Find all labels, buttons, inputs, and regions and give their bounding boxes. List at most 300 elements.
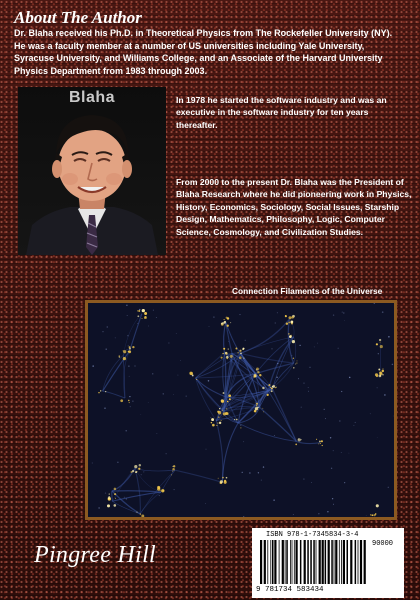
background-star [311, 482, 312, 483]
filament [175, 470, 222, 482]
galaxy-cluster [286, 322, 288, 324]
background-star [206, 449, 207, 450]
filament [222, 423, 238, 482]
background-star [366, 515, 367, 516]
background-star [124, 497, 125, 498]
background-star [249, 472, 250, 473]
galaxy-cluster [292, 340, 295, 343]
galaxy-cluster [109, 494, 110, 495]
filament [241, 353, 294, 363]
filament [112, 492, 161, 501]
galaxy-cluster [137, 315, 139, 317]
galaxy-cluster [272, 385, 275, 388]
galaxy-cluster [293, 358, 294, 359]
galaxy-cluster [382, 374, 384, 376]
galaxy-cluster [227, 325, 229, 327]
galaxy-cluster [267, 394, 269, 396]
background-star [173, 394, 174, 395]
galaxy-cluster [108, 496, 111, 499]
galaxy-cluster [135, 471, 137, 473]
background-star [115, 338, 116, 339]
galaxy-cluster [132, 346, 134, 348]
background-star [141, 474, 142, 475]
background-star [274, 435, 275, 436]
background-star [132, 400, 134, 402]
background-star [314, 347, 315, 348]
background-star [98, 507, 99, 508]
background-star [245, 340, 246, 341]
galaxy-cluster [242, 348, 244, 350]
background-star [126, 498, 127, 499]
background-star [209, 326, 210, 327]
barcode-bar [347, 540, 349, 584]
background-star [128, 365, 129, 366]
background-star [331, 468, 332, 469]
galaxy-cluster [100, 390, 101, 391]
background-star [176, 333, 177, 334]
galaxy-cluster [142, 309, 145, 312]
barcode-bar [260, 540, 262, 584]
background-star [127, 315, 128, 316]
galaxy-cluster [285, 315, 287, 317]
background-star [104, 408, 105, 409]
background-star [330, 437, 331, 438]
barcode-bar [319, 540, 321, 584]
background-star [153, 310, 154, 311]
galaxy-cluster [373, 514, 375, 516]
background-star [339, 420, 340, 421]
filament [268, 391, 296, 442]
galaxy-cluster [288, 316, 291, 319]
about-author-heading: About The Author [14, 8, 142, 27]
background-star [186, 395, 187, 396]
filament [140, 492, 161, 514]
galaxy-cluster [222, 353, 223, 354]
background-star [240, 425, 241, 426]
barcode-bar [285, 540, 286, 584]
background-star [159, 495, 160, 496]
barcode-bar [264, 540, 266, 584]
background-star [353, 425, 354, 426]
background-star [333, 504, 334, 505]
barcode-bar [335, 540, 337, 584]
galaxy-cluster [137, 310, 138, 311]
background-star [180, 360, 181, 361]
background-star [213, 316, 215, 318]
galaxy-cluster [268, 384, 270, 386]
bio-paragraph-1: Dr. Blaha received his Ph.D. in Theoretical Physics from The Rockefeller University (NY). He was a faculty member at a number of US universities including Yale University, Syracuse University, and Williams College, and an Associate of the Harvard University Physics Department from 1983 through 2003. [14, 28, 393, 76]
background-star [343, 312, 344, 313]
galaxy-cluster [376, 343, 378, 345]
galaxy-cluster [219, 408, 220, 409]
background-star [341, 391, 342, 392]
galaxy-cluster [293, 367, 295, 369]
galaxy-cluster [275, 387, 276, 388]
background-star [242, 472, 243, 473]
galaxy-cluster [376, 375, 378, 377]
galaxy-cluster [134, 465, 137, 468]
background-star [333, 450, 334, 451]
galaxy-cluster [173, 465, 175, 467]
filament [196, 378, 226, 397]
barcode-bar [292, 540, 293, 584]
background-star [205, 503, 206, 504]
background-star [228, 341, 229, 342]
galaxy-cluster [230, 322, 231, 323]
galaxy-cluster [224, 321, 226, 323]
galaxy-cluster [128, 350, 131, 353]
background-star [277, 363, 278, 364]
galaxy-cluster [319, 440, 321, 442]
galaxy-cluster [138, 310, 140, 312]
galaxy-cluster [118, 355, 120, 357]
galaxy-cluster [320, 443, 321, 444]
galaxy-cluster [219, 422, 221, 424]
galaxy-cluster [221, 322, 223, 324]
filament [296, 441, 320, 443]
background-star [192, 375, 193, 376]
background-star [163, 393, 164, 394]
galaxy-cluster [98, 392, 100, 394]
background-star [377, 437, 378, 438]
background-star [355, 422, 356, 423]
galaxy-cluster [380, 342, 381, 343]
background-star [388, 336, 390, 338]
background-star [317, 343, 318, 344]
filament [103, 391, 125, 398]
galaxy-cluster [240, 352, 242, 354]
photo-label: Blaha [68, 89, 116, 106]
galaxy-cluster [196, 379, 197, 380]
galaxy-cluster [322, 445, 323, 446]
background-star [126, 305, 127, 306]
galaxy-cluster [226, 408, 227, 409]
background-star [92, 462, 93, 463]
galaxy-cluster [218, 478, 219, 479]
background-star [275, 322, 276, 323]
background-star [377, 387, 378, 388]
galaxy-cluster [225, 352, 227, 354]
barcode-digits: 9 781734 583434 [256, 586, 324, 594]
galaxy-cluster [226, 477, 228, 479]
background-star [374, 303, 376, 304]
barcode-bar [358, 540, 359, 584]
background-star [342, 312, 343, 313]
author-portrait-illustration [18, 87, 166, 255]
background-star [130, 406, 131, 407]
galaxy-cluster [234, 419, 235, 420]
barcode-bar [307, 540, 309, 584]
galaxy-cluster [221, 400, 224, 403]
galaxy-cluster [262, 408, 263, 409]
galaxy-cluster [211, 418, 214, 421]
galaxy-cluster [289, 335, 292, 338]
background-star [392, 364, 394, 366]
galaxy-cluster [224, 481, 227, 484]
galaxy-cluster [157, 486, 160, 489]
galaxy-cluster [370, 514, 371, 515]
barcode-bar [300, 540, 302, 584]
galaxy-cluster [216, 425, 217, 426]
background-star [308, 387, 309, 388]
barcode-bar [331, 540, 333, 584]
background-star [140, 414, 141, 415]
background-star [156, 317, 157, 318]
background-star [232, 400, 233, 401]
background-star [139, 309, 140, 310]
background-star [273, 499, 275, 501]
background-star [102, 331, 103, 332]
filament [259, 407, 296, 441]
galaxy-cluster [114, 488, 117, 491]
galaxy-cluster [223, 412, 226, 415]
filament [216, 421, 223, 483]
galaxy-cluster [227, 401, 229, 403]
galaxy-cluster [288, 333, 290, 335]
background-star [338, 348, 339, 349]
background-star [239, 314, 240, 315]
background-star [261, 480, 262, 481]
galaxy-cluster [226, 412, 229, 415]
background-star [135, 366, 136, 367]
galaxy-cluster [291, 316, 294, 319]
background-star [341, 452, 342, 453]
background-star [92, 365, 94, 367]
galaxy-cluster [297, 360, 298, 361]
background-star [277, 312, 278, 313]
filament [135, 468, 175, 471]
background-star [272, 348, 273, 349]
galaxy-cluster [372, 514, 374, 516]
galaxy-cluster [123, 350, 124, 351]
barcode-bar [272, 540, 274, 584]
background-star [255, 402, 256, 403]
galaxy-cluster [298, 438, 301, 441]
background-star [177, 375, 178, 376]
galaxy-cluster [237, 352, 238, 353]
background-star [293, 514, 294, 515]
background-star [325, 418, 326, 419]
galaxy-cluster [378, 369, 380, 371]
barcode-bar [274, 540, 276, 584]
background-star [233, 399, 234, 400]
price-code: 90000 [372, 540, 394, 548]
galaxy-cluster [376, 504, 379, 507]
galaxy-cluster [144, 312, 147, 315]
filament [112, 491, 113, 501]
galaxy-cluster [296, 363, 297, 364]
barcode-bar [279, 540, 280, 584]
barcode-bar [313, 540, 315, 584]
galaxy-cluster [161, 489, 164, 492]
galaxy-cluster [172, 468, 175, 471]
filament [112, 491, 161, 492]
background-star [349, 377, 351, 379]
galaxy-cluster [382, 370, 384, 372]
galaxy-cluster [107, 504, 110, 507]
background-star [127, 335, 128, 336]
cosmic-web-image [85, 300, 397, 520]
galaxy-cluster [142, 318, 143, 319]
galaxy-cluster [129, 348, 131, 350]
background-star [105, 492, 106, 493]
background-star [378, 353, 379, 354]
galaxy-cluster [172, 471, 173, 472]
galaxy-cluster [254, 374, 257, 377]
galaxy-cluster [218, 416, 219, 417]
galaxy-cluster [123, 357, 126, 360]
barcode-bar [355, 540, 357, 584]
barcode-bar [316, 540, 317, 584]
background-star [393, 416, 394, 417]
background-star [129, 396, 130, 397]
background-star [243, 441, 244, 442]
barcode-bar [341, 540, 342, 584]
galaxy-cluster [270, 387, 271, 388]
galaxy-cluster [141, 515, 144, 517]
filament [161, 470, 175, 492]
background-star [333, 314, 334, 315]
barcode-bar [286, 540, 288, 584]
cosmic-filaments-illustration [88, 303, 394, 517]
galaxy-cluster [382, 368, 383, 369]
background-star [152, 373, 153, 374]
galaxy-cluster [140, 513, 141, 514]
barcode-bar [310, 540, 312, 584]
galaxy-cluster [243, 357, 244, 358]
galaxy-cluster [271, 388, 273, 390]
barcode-bar [282, 540, 284, 584]
galaxy-cluster [257, 409, 258, 410]
filament [130, 314, 142, 351]
background-star [349, 453, 350, 454]
galaxy-cluster [160, 490, 161, 491]
galaxy-cluster [115, 498, 116, 499]
filament [103, 351, 130, 391]
background-star [308, 391, 309, 392]
background-star [143, 471, 144, 472]
galaxy-cluster [295, 364, 296, 365]
galaxy-cluster [139, 464, 141, 466]
barcode-bar [364, 540, 366, 584]
galaxy-cluster [226, 358, 228, 360]
barcode-bar [290, 540, 291, 584]
background-star [107, 326, 108, 327]
background-star [318, 513, 319, 514]
galaxy-cluster [257, 371, 259, 373]
background-star [243, 516, 244, 517]
background-star [148, 326, 149, 327]
background-star [332, 498, 333, 499]
background-star [168, 342, 169, 343]
galaxy-cluster [223, 348, 225, 350]
barcode-bar [325, 540, 327, 584]
galaxy-cluster [321, 440, 323, 442]
galaxy-cluster [220, 480, 223, 483]
background-star [299, 345, 300, 346]
galaxy-cluster [379, 339, 381, 341]
background-star [370, 413, 371, 414]
galaxy-cluster [212, 424, 215, 427]
barcode-bar [350, 540, 352, 584]
galaxy-cluster [240, 427, 241, 428]
galaxy-cluster [144, 316, 147, 319]
isbn-text: ISBN 978-1-7345834-3-4 [266, 531, 359, 539]
galaxy-cluster [255, 407, 258, 410]
bio-paragraph-2: In 1978 he started the software industry and was an executive in the software industry for ten years thereafter. [176, 95, 387, 130]
filament [123, 314, 142, 355]
galaxy-cluster [131, 471, 133, 473]
background-star [344, 320, 345, 321]
galaxy-cluster [256, 403, 258, 405]
galaxy-cluster [230, 355, 233, 358]
barcode-bars [258, 540, 368, 585]
background-star [298, 378, 299, 379]
galaxy-cluster [211, 422, 213, 424]
figure-caption: Connection Filaments of the Universe [232, 286, 383, 296]
background-star [388, 487, 389, 488]
galaxy-cluster [229, 398, 231, 400]
filament [226, 322, 232, 353]
barcode-bar [339, 540, 340, 584]
filament [196, 353, 225, 378]
galaxy-cluster [137, 512, 138, 513]
galaxy-cluster [380, 345, 383, 348]
background-star [148, 402, 149, 403]
barcode-bar [334, 540, 335, 584]
barcode-bar [360, 540, 362, 584]
galaxy-cluster [221, 357, 223, 359]
filament [273, 389, 297, 441]
galaxy-cluster [298, 438, 299, 439]
background-star [303, 478, 304, 479]
galaxy-cluster [228, 349, 229, 350]
galaxy-cluster [105, 391, 106, 392]
background-star [106, 349, 107, 350]
background-star [129, 376, 130, 377]
galaxy-cluster [138, 468, 140, 470]
galaxy-cluster [235, 348, 237, 350]
background-star [304, 383, 305, 384]
barcode-bar [270, 540, 271, 584]
background-star [384, 394, 385, 395]
barcode-bar [328, 540, 330, 584]
background-star [309, 367, 310, 368]
background-star [137, 323, 138, 324]
galaxy-cluster [120, 399, 123, 402]
galaxy-cluster [295, 444, 297, 446]
background-star [301, 407, 302, 408]
galaxy-cluster [378, 374, 381, 377]
background-star [174, 489, 175, 490]
barcode-bar [296, 540, 298, 584]
galaxy-cluster [222, 477, 224, 479]
galaxy-cluster [227, 317, 229, 319]
galaxy-cluster [271, 390, 273, 392]
galaxy-cluster [219, 411, 220, 412]
background-star [240, 350, 241, 351]
filament [241, 319, 290, 353]
background-star [344, 482, 345, 483]
background-star [117, 462, 118, 463]
barcode-bar [343, 540, 345, 584]
galaxy-cluster [236, 419, 238, 421]
galaxy-cluster [223, 392, 225, 394]
galaxy-cluster [301, 439, 302, 440]
galaxy-cluster [259, 374, 261, 376]
galaxy-cluster [256, 369, 257, 370]
publisher-logo: Pingree Hill [34, 542, 157, 568]
